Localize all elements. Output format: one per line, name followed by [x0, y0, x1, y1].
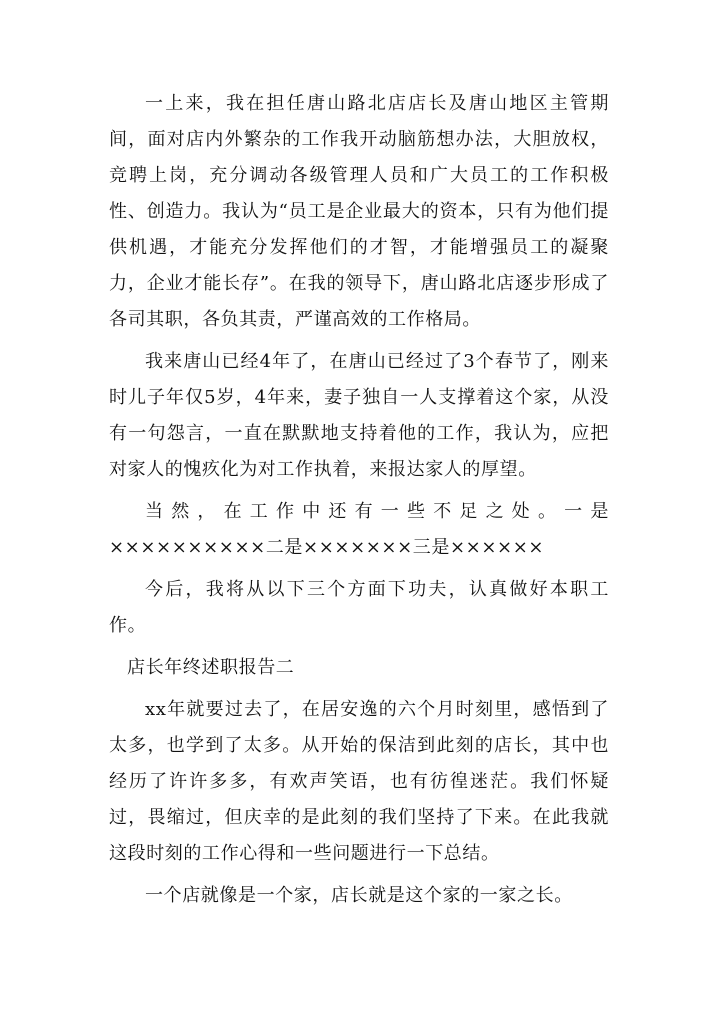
section-heading: 店长年终述职报告二 — [127, 657, 295, 678]
paragraph-store-family: 一个店就像是一个家，店长就是这个家的一家之长。 — [145, 885, 573, 906]
paragraph-future: 今后，我将从以下三个方面下功夫，认真做好本职工作。 — [109, 579, 609, 636]
paragraph-summary: xx年就要过去了，在居安逸的六个月时刻里，感悟到了太多，也学到了太多。从开始的保洁到此刻的店长，其中也经历了许许多多，有欢声笑语，也有彷徨迷茫。我们怀疑过，畏缩过，但庆幸的是此刻的我们坚持了下来。在此我就这段时刻的工作心得和一些问题进行一下总结。 — [109, 699, 609, 864]
paragraph-management: 一上来，我在担任唐山路北店店长及唐山地区主管期间，面对店内外繁杂的工作我开动脑筋想办法，大胆放权，竞聘上岗，充分调动各级管理人员和广大员工的工作积极性、创造力。我认为“员工是企业最大的资本，只有为他们提供机遇，才能充分发挥他们的才智，才能增强员工的凝聚力，企业才能长存”。在我的领导下，唐山路北店逐步形成了各司其职，各负其责，严谨高效的工作格局。 — [109, 93, 609, 330]
paragraph-family: 我来唐山已经4年了，在唐山已经过了3个春节了，刚来时儿子年仅5岁，4年来，妻子独自一人支撑着这个家，从没有一句怨言，一直在默默地支持着他的工作，我认为，应把对家人的愧疚化为对工作执着，来报达家人的厚望。 — [109, 351, 609, 480]
paragraph-shortcomings: 当然，在工作中还有一些不足之处。一是××××××××××二是×××××××三是×××××× — [109, 501, 609, 558]
document-body — [109, 86, 609, 914]
